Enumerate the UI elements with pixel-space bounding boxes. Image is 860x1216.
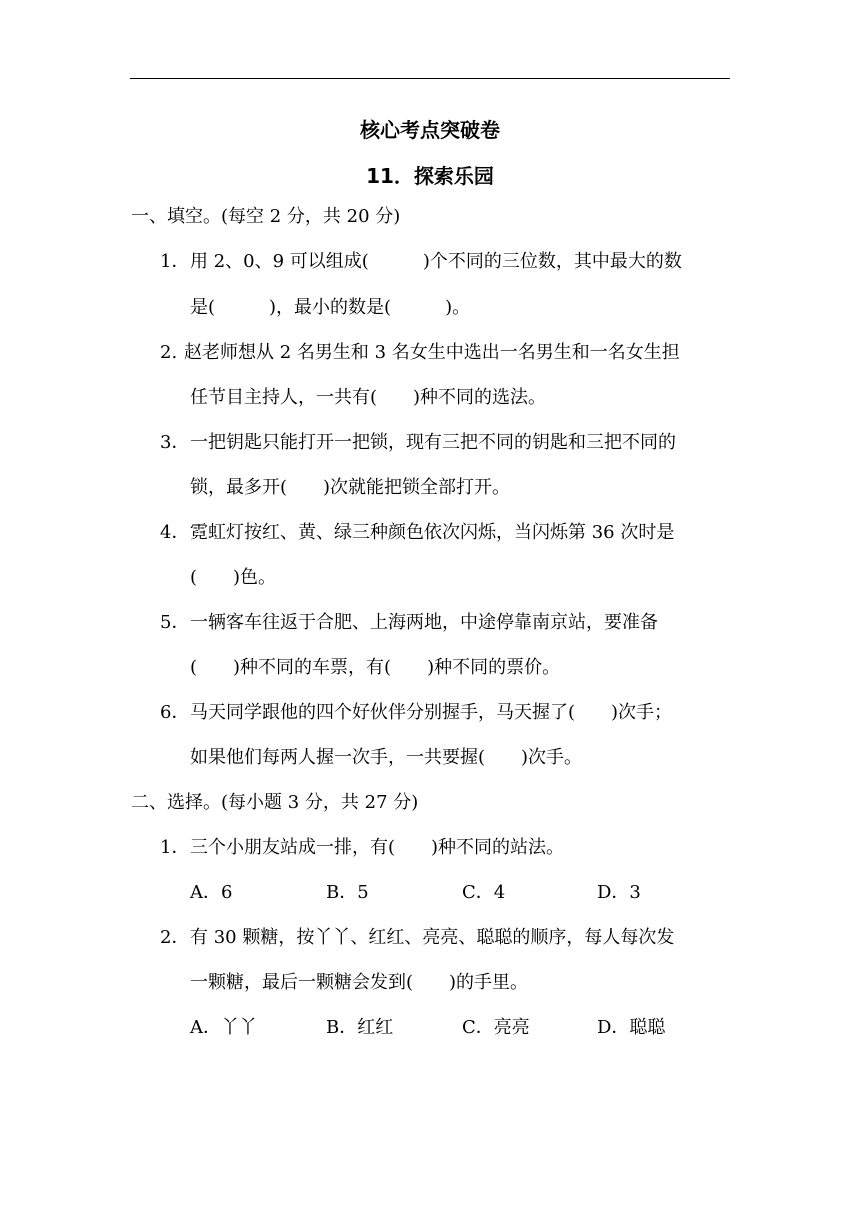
s1-q4-line2: ( )色。 (190, 567, 277, 588)
s2-q2-line1 (160, 926, 674, 950)
page-subtitle: 11．探索乐园 (366, 164, 494, 188)
s1-q2-line2: 任节目主持人，一共有( )种不同的选法。 (190, 387, 547, 408)
question-text: 用 2、0、9 可以组成( )个不同的三位数，其中最大的数 (190, 251, 682, 272)
s1-q6-line2: 如果他们每两人握一次手，一共要握( )次手。 (190, 747, 583, 768)
question-number: 5． (160, 612, 190, 633)
question-text: 赵老师想从 2 名男生和 3 名女生中选出一名男生和一名女生担 (184, 342, 680, 363)
s1-q6-line1 (160, 701, 672, 725)
s1-q4-line1 (160, 521, 674, 545)
s2-q2-option-c: C．亮亮 (462, 1017, 530, 1038)
s1-q1-line1 (160, 250, 682, 274)
question-number: 6． (160, 702, 190, 723)
s2-q1-option-d: D．3 (597, 882, 641, 903)
question-text: 马天同学跟他的四个好伙伴分别握手，马天握了( )次手； (190, 702, 673, 723)
s2-q1-option-c: C．4 (462, 882, 506, 903)
question-number: 1． (160, 837, 190, 858)
question-number: 4． (160, 522, 190, 543)
s1-q3-line1 (160, 431, 676, 455)
section1-heading: 一、填空。(每空 2 分，共 20 分) (131, 206, 401, 227)
s2-q1-option-a: A．6 (190, 882, 233, 903)
s2-q2-option-d: D．聪聪 (597, 1017, 666, 1038)
page-title: 核心考点突破卷 (360, 118, 500, 142)
s2-q2-option-a: A．丫丫 (190, 1017, 257, 1038)
question-text: 一把钥匙只能打开一把锁，现有三把不同的钥匙和三把不同的 (190, 432, 676, 453)
s1-q5-line1 (160, 611, 658, 635)
section2-heading: 二、选择。(每小题 3 分，共 27 分) (131, 792, 419, 813)
question-text: 一辆客车往返于合肥、上海两地，中途停靠南京站，要准备 (190, 612, 658, 633)
question-number: 3． (160, 432, 190, 453)
s1-q5-line2: ( )种不同的车票，有( )种不同的票价。 (190, 657, 561, 678)
s2-q2-option-b: B．红红 (326, 1017, 394, 1038)
question-number: 2. (160, 342, 178, 363)
s2-q1-line1 (160, 836, 564, 860)
question-text: 霓虹灯按红、黄、绿三种颜色依次闪烁，当闪烁第 36 次时是 (190, 522, 675, 543)
s2-q1-option-b: B．5 (326, 882, 369, 903)
question-text: 三个小朋友站成一排，有( )种不同的站法。 (190, 837, 565, 858)
question-number: 1． (160, 251, 190, 272)
s1-q3-line2: 锁，最多开( )次就能把锁全部打开。 (190, 477, 511, 498)
question-text: 有 30 颗糖，按丫丫、红红、亮亮、聪聪的顺序，每人每次发 (190, 927, 675, 948)
question-number: 2． (160, 927, 190, 948)
s1-q1-line2: 是( )，最小的数是( )。 (190, 297, 471, 318)
s2-q2-line2: 一颗糖，最后一颗糖会发到( )的手里。 (190, 972, 529, 993)
s1-q2-line1 (160, 341, 680, 365)
header-rule (130, 78, 730, 79)
